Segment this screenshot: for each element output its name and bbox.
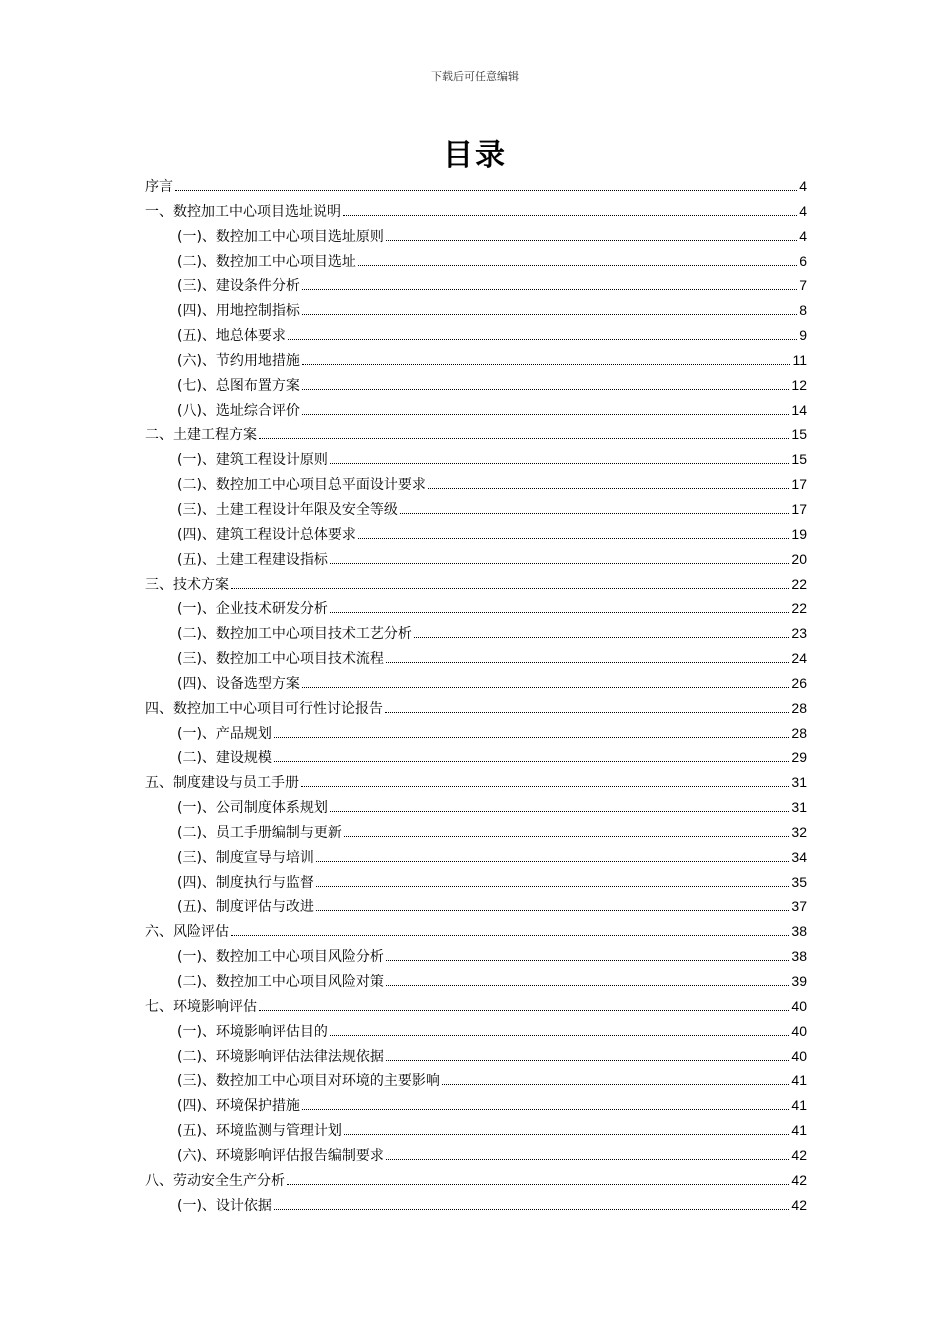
toc-entry-page: 40 xyxy=(791,997,807,1014)
toc-leader-dots xyxy=(231,935,789,936)
toc-entry[interactable] xyxy=(145,1093,807,1118)
toc-leader-dots xyxy=(259,1010,789,1011)
toc-leader-dots xyxy=(400,513,789,514)
toc-leader-dots xyxy=(428,488,789,489)
toc-entry-page: 22 xyxy=(791,575,807,592)
toc-leader-dots xyxy=(302,314,797,315)
toc-entry-page: 19 xyxy=(791,525,807,542)
toc-entry-label: (一)、建筑工程设计原则 xyxy=(177,452,328,469)
toc-entry-label: (二)、员工手册编制与更新 xyxy=(177,824,342,841)
toc-leader-dots xyxy=(330,612,789,613)
toc-entry-page: 42 xyxy=(791,1171,807,1188)
toc-entry[interactable] xyxy=(145,894,807,919)
toc-entry-page: 4 xyxy=(799,227,807,244)
toc-entry[interactable] xyxy=(145,398,807,423)
toc-entry-page: 31 xyxy=(791,799,807,816)
toc-entry[interactable] xyxy=(145,1019,807,1044)
toc-leader-dots xyxy=(330,1035,789,1036)
toc-entry-label: (一)、环境影响评估目的 xyxy=(177,1023,328,1040)
toc-entry-label: (四)、建筑工程设计总体要求 xyxy=(177,526,356,543)
toc-entry-page: 31 xyxy=(791,774,807,791)
toc-entry[interactable] xyxy=(145,174,807,199)
toc-entry[interactable] xyxy=(145,323,807,348)
toc-entry-page: 20 xyxy=(791,550,807,567)
toc-entry[interactable] xyxy=(145,522,807,547)
header-note: 下载后可任意编辑 xyxy=(431,70,519,83)
toc-entry-page: 23 xyxy=(791,625,807,642)
toc-entry-page: 40 xyxy=(791,1022,807,1039)
toc-entry-page: 8 xyxy=(799,302,807,319)
toc-leader-dots xyxy=(385,712,789,713)
toc-leader-dots xyxy=(302,687,789,688)
toc-entry[interactable] xyxy=(145,820,807,845)
toc-leader-dots xyxy=(259,438,789,439)
toc-entry[interactable] xyxy=(145,1143,807,1168)
toc-entry-page: 4 xyxy=(799,202,807,219)
toc-entry[interactable] xyxy=(145,1118,807,1143)
toc-entry-label: (三)、土建工程设计年限及安全等级 xyxy=(177,501,398,518)
toc-entry[interactable] xyxy=(145,696,807,721)
toc-leader-dots xyxy=(386,960,789,961)
toc-leader-dots xyxy=(316,910,789,911)
toc-entry-label: (一)、数控加工中心项目选址原则 xyxy=(177,228,384,245)
toc-entry-page: 14 xyxy=(791,401,807,418)
toc-entry[interactable] xyxy=(145,497,807,522)
toc-leader-dots xyxy=(386,240,797,241)
toc-leader-dots xyxy=(442,1084,789,1085)
toc-entry-page: 7 xyxy=(799,277,807,294)
toc-entry-label: (三)、数控加工中心项目技术流程 xyxy=(177,651,384,668)
toc-entry-page: 6 xyxy=(799,252,807,269)
toc-entry[interactable] xyxy=(145,422,807,447)
toc-leader-dots xyxy=(302,414,789,415)
toc-leader-dots xyxy=(274,737,789,738)
toc-leader-dots xyxy=(316,886,789,887)
toc-entry-label: (二)、数控加工中心项目技术工艺分析 xyxy=(177,626,412,643)
toc-entry-label: (八)、选址综合评价 xyxy=(177,402,300,419)
toc-entry-label: 七、环境影响评估 xyxy=(145,998,257,1015)
toc-entry[interactable] xyxy=(145,944,807,969)
toc-entry[interactable] xyxy=(145,249,807,274)
toc-entry-label: (二)、建设规模 xyxy=(177,750,272,767)
toc-entry-page: 38 xyxy=(791,948,807,965)
toc-entry[interactable] xyxy=(145,870,807,895)
toc-entry-page: 39 xyxy=(791,973,807,989)
toc-entry[interactable] xyxy=(145,845,807,870)
toc-entry-page: 42 xyxy=(791,1196,807,1213)
toc-entry-label: (六)、节约用地措施 xyxy=(177,352,300,369)
toc-entry[interactable] xyxy=(145,447,807,472)
toc-entry-label: (一)、公司制度体系规划 xyxy=(177,800,328,817)
toc-entry-page: 41 xyxy=(791,1072,807,1089)
toc-entry[interactable] xyxy=(145,994,807,1019)
toc-entry-page: 15 xyxy=(791,451,807,468)
toc-entry-page: 28 xyxy=(791,699,807,716)
toc-entry-label: (二)、数控加工中心项目选址 xyxy=(177,253,356,270)
toc-entry[interactable] xyxy=(145,1044,807,1069)
toc-entry[interactable] xyxy=(145,373,807,398)
toc-entry-label: 五、制度建设与员工手册 xyxy=(145,775,299,792)
toc-entry[interactable] xyxy=(145,770,807,795)
toc-leader-dots xyxy=(301,786,789,787)
toc-entry-page: 38 xyxy=(791,923,807,940)
toc-entry-label: (一)、设计依据 xyxy=(177,1197,272,1214)
toc-leader-dots xyxy=(358,538,789,539)
toc-entry-label: (一)、企业技术研发分析 xyxy=(177,601,328,618)
toc-entry-label: (六)、环境影响评估报告编制要求 xyxy=(177,1147,384,1164)
toc-leader-dots xyxy=(274,1209,789,1210)
toc-leader-dots xyxy=(330,811,789,812)
toc-entry[interactable] xyxy=(145,919,807,944)
toc-entry-label: (二)、环境影响评估法律法规依据 xyxy=(177,1048,384,1065)
toc-leader-dots xyxy=(330,563,789,564)
toc-leader-dots xyxy=(287,1184,789,1185)
toc-entry[interactable] xyxy=(145,671,807,696)
toc-entry-label: (七)、总图布置方案 xyxy=(177,377,300,394)
toc-leader-dots xyxy=(175,190,797,191)
toc-entry[interactable] xyxy=(145,795,807,820)
toc-entry-page: 37 xyxy=(791,898,807,915)
toc-entry-label: 六、风险评估 xyxy=(145,924,229,941)
toc-entry[interactable] xyxy=(145,969,807,994)
table-of-contents xyxy=(145,174,807,1217)
toc-leader-dots xyxy=(288,339,797,340)
toc-entry-label: (四)、用地控制指标 xyxy=(177,303,300,320)
toc-entry[interactable] xyxy=(145,273,807,298)
toc-entry-label: (二)、数控加工中心项目总平面设计要求 xyxy=(177,477,426,494)
toc-entry-page: 29 xyxy=(791,749,807,766)
toc-entry-page: 11 xyxy=(792,351,807,368)
toc-entry-page: 12 xyxy=(791,376,807,393)
toc-entry[interactable] xyxy=(145,596,807,621)
toc-entry[interactable] xyxy=(145,199,807,224)
toc-entry-page: 41 xyxy=(791,1097,807,1114)
toc-entry[interactable] xyxy=(145,1193,807,1218)
toc-entry-label: (四)、设备选型方案 xyxy=(177,675,300,692)
toc-entry-label: 一、数控加工中心项目选址说明 xyxy=(145,203,341,220)
toc-entry-label: (五)、制度评估与改进 xyxy=(177,899,314,916)
toc-leader-dots xyxy=(330,463,789,464)
toc-leader-dots xyxy=(343,215,797,216)
toc-entry-page: 17 xyxy=(791,500,807,517)
toc-entry-label: 序言 xyxy=(145,179,173,195)
toc-entry[interactable] xyxy=(145,1168,807,1193)
toc-entry-page: 17 xyxy=(791,476,807,493)
toc-entry-page: 34 xyxy=(791,848,807,865)
toc-leader-dots xyxy=(386,1159,789,1160)
toc-entry-page: 35 xyxy=(791,873,807,890)
toc-title: 目录 xyxy=(443,138,507,173)
toc-leader-dots xyxy=(302,389,789,390)
toc-leader-dots xyxy=(302,289,797,290)
toc-leader-dots xyxy=(344,836,789,837)
toc-entry-page: 40 xyxy=(791,1047,807,1064)
toc-entry[interactable] xyxy=(145,572,807,597)
toc-entry[interactable] xyxy=(145,472,807,497)
toc-entry-label: 二、土建工程方案 xyxy=(145,427,257,444)
toc-entry-label: (三)、建设条件分析 xyxy=(177,278,300,295)
toc-leader-dots xyxy=(316,861,789,862)
toc-leader-dots xyxy=(274,761,789,762)
toc-entry-label: (一)、产品规划 xyxy=(177,725,272,742)
toc-entry-label: (三)、制度宣导与培训 xyxy=(177,849,314,866)
toc-entry[interactable] xyxy=(145,621,807,646)
toc-entry-label: (一)、数控加工中心项目风险分析 xyxy=(177,949,384,966)
toc-entry[interactable] xyxy=(145,298,807,323)
toc-leader-dots xyxy=(302,1109,789,1110)
toc-entry-page: 42 xyxy=(791,1146,807,1163)
toc-leader-dots xyxy=(386,662,789,663)
toc-entry[interactable] xyxy=(145,745,807,770)
toc-entry-page: 41 xyxy=(791,1122,807,1139)
toc-entry-page: 24 xyxy=(791,650,807,667)
toc-entry-label: (五)、土建工程建设指标 xyxy=(177,551,328,568)
toc-entry-label: (五)、环境监测与管理计划 xyxy=(177,1123,342,1140)
toc-entry-label: (四)、制度执行与监督 xyxy=(177,874,314,891)
toc-leader-dots xyxy=(231,588,789,589)
toc-entry-label: 三、技术方案 xyxy=(145,576,229,593)
toc-entry[interactable] xyxy=(145,721,807,746)
toc-entry[interactable] xyxy=(145,646,807,671)
toc-entry-page: 32 xyxy=(791,823,807,840)
toc-leader-dots xyxy=(414,637,789,638)
toc-entry[interactable] xyxy=(145,547,807,572)
toc-entry-label: (五)、地总体要求 xyxy=(177,328,286,345)
toc-leader-dots xyxy=(358,265,797,266)
toc-entry-label: (二)、数控加工中心项目风险对策 xyxy=(177,974,384,990)
toc-entry-page: 9 xyxy=(799,327,807,344)
toc-entry-label: (四)、环境保护措施 xyxy=(177,1098,300,1115)
toc-entry[interactable] xyxy=(145,1068,807,1093)
toc-leader-dots xyxy=(344,1134,789,1135)
toc-entry-page: 4 xyxy=(799,178,807,194)
toc-leader-dots xyxy=(302,364,791,365)
toc-entry-label: (三)、数控加工中心项目对环境的主要影响 xyxy=(177,1073,440,1090)
toc-entry-label: 八、劳动安全生产分析 xyxy=(145,1172,285,1189)
toc-entry-page: 28 xyxy=(791,724,807,741)
toc-entry[interactable] xyxy=(145,348,807,373)
toc-leader-dots xyxy=(386,1060,789,1061)
toc-entry-page: 26 xyxy=(791,674,807,691)
toc-entry[interactable] xyxy=(145,224,807,249)
toc-entry-page: 15 xyxy=(791,426,807,443)
toc-entry-page: 22 xyxy=(791,600,807,617)
toc-entry-label: 四、数控加工中心项目可行性讨论报告 xyxy=(145,700,383,717)
toc-leader-dots xyxy=(386,985,789,986)
